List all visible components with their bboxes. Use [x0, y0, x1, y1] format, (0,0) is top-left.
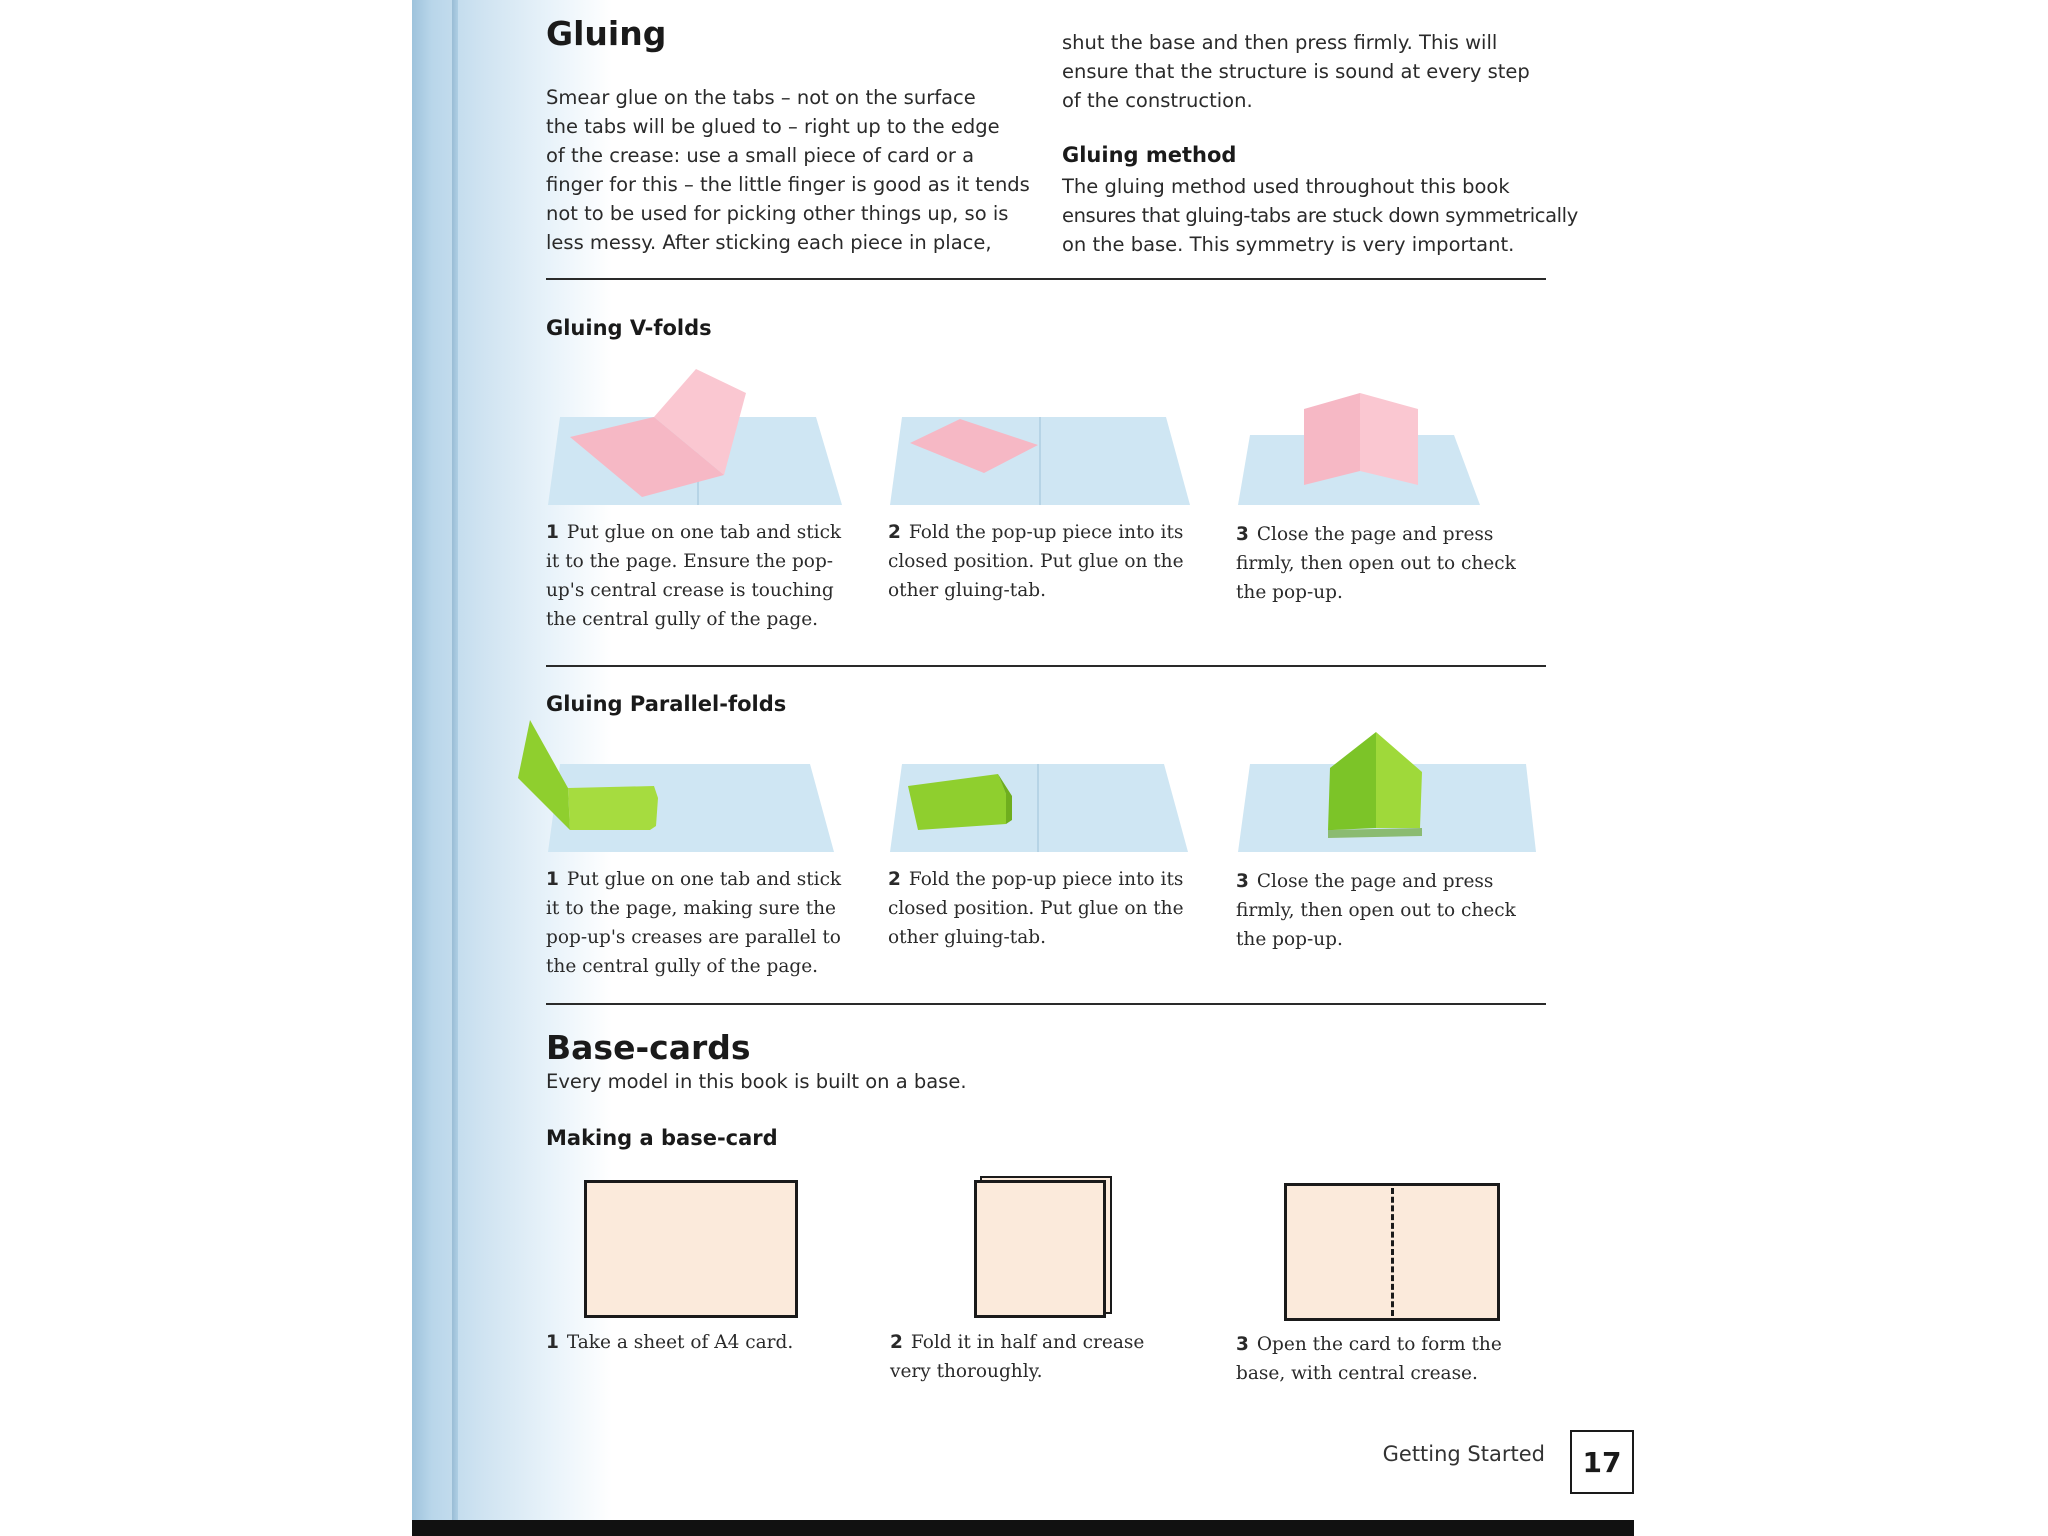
vfold-step2-caption	[888, 518, 1218, 605]
text-line	[888, 518, 1218, 547]
step-text: Close the page and press	[1256, 871, 1494, 892]
parallel-step3-illustration	[1236, 728, 1536, 858]
text-line: the central gully of the page.	[546, 956, 819, 977]
text-line: the central gully of the page.	[546, 609, 819, 630]
text-line	[546, 518, 866, 547]
step-number: 3	[1236, 1334, 1249, 1355]
footer-section-label: Getting Started	[1382, 1442, 1545, 1466]
text-line	[546, 865, 866, 894]
a4-card-sheet	[584, 1180, 798, 1318]
text-line: very thoroughly.	[890, 1361, 1043, 1382]
text-line: firmly, then open out to check	[1236, 553, 1516, 574]
step-number: 2	[888, 869, 901, 890]
page-number: 17	[1570, 1430, 1634, 1494]
making-basecard-heading: Making a base-card	[546, 1126, 778, 1150]
scan-bottom-edge	[412, 1520, 1634, 1536]
gluing-paragraph-left	[546, 83, 1056, 257]
parallel-step2-illustration	[888, 758, 1193, 858]
text-line: other gluing-tab.	[888, 580, 1046, 601]
basecards-subtitle: Every model in this book is built on a base.	[546, 1070, 967, 1093]
folded-card-front	[974, 1180, 1106, 1318]
step-text: Fold the pop-up piece into its	[908, 522, 1184, 543]
step-text: Fold the pop-up piece into its	[908, 869, 1184, 890]
open-base-card	[1284, 1183, 1500, 1321]
section-divider	[546, 665, 1546, 667]
step-text: Put glue on one tab and stick	[566, 522, 842, 543]
text-line	[1236, 1330, 1566, 1359]
text-line: other gluing-tab.	[888, 927, 1046, 948]
basecard-step3-caption	[1236, 1330, 1566, 1388]
vfolds-heading: Gluing V-folds	[546, 316, 712, 340]
text-line: ensure that the structure is sound at every step	[1062, 60, 1530, 83]
text-line: on the base. This symmetry is very important.	[1062, 233, 1515, 256]
text-line: closed position. Put glue on the	[888, 551, 1184, 572]
text-line: base, with central crease.	[1236, 1363, 1478, 1384]
text-line: the pop-up.	[1236, 929, 1343, 950]
section-divider	[546, 278, 1546, 280]
section-divider	[546, 1003, 1546, 1005]
text-line: closed position. Put glue on the	[888, 898, 1184, 919]
text-line: it to the page, making sure the	[546, 898, 837, 919]
text-line: of the crease: use a small piece of card or a	[546, 144, 975, 167]
step-text: Put glue on one tab and stick	[566, 869, 842, 890]
step-text: Open the card to form the	[1256, 1334, 1502, 1355]
parallel-step1-caption	[546, 865, 866, 981]
text-line: of the construction.	[1062, 89, 1253, 112]
central-crease-line	[1391, 1188, 1394, 1316]
vfold-step2-illustration	[888, 365, 1193, 510]
step-number: 2	[890, 1332, 903, 1353]
text-line	[1236, 520, 1566, 549]
text-line	[890, 1328, 1220, 1357]
gluing-heading: Gluing	[546, 14, 667, 53]
step-text: Fold it in half and crease	[910, 1332, 1145, 1353]
parallel-step1-illustration	[518, 718, 838, 858]
text-line: ensures that gluing-tabs are stuck down symmetrically	[1062, 204, 1578, 227]
step-text: Take a sheet of A4 card.	[566, 1332, 794, 1353]
step-number: 1	[546, 869, 559, 890]
gluing-method-heading: Gluing method	[1062, 143, 1237, 167]
text-line	[546, 1328, 876, 1357]
text-line: pop-up's creases are parallel to	[546, 927, 841, 948]
text-line: the tabs will be glued to – right up to the edge	[546, 115, 1000, 138]
text-line: firmly, then open out to check	[1236, 900, 1516, 921]
text-line	[888, 865, 1218, 894]
vfold-step1-caption	[546, 518, 866, 634]
parallel-step2-caption	[888, 865, 1218, 952]
spine-edge	[452, 0, 458, 1536]
text-line: not to be used for picking other things up, so is	[546, 202, 1009, 225]
text-line: finger for this – the little finger is good as it tends	[546, 173, 1030, 196]
vfold-step3-illustration	[1236, 365, 1486, 510]
basecard-step1-caption	[546, 1328, 876, 1357]
step-number: 3	[1236, 524, 1249, 545]
gluing-method-text	[1062, 172, 1582, 259]
text-line: less messy. After sticking each piece in place,	[546, 231, 992, 254]
vfold-step3-caption	[1236, 520, 1566, 607]
text-line	[1236, 867, 1566, 896]
text-line: The gluing method used throughout this book	[1062, 175, 1510, 198]
text-line: the pop-up.	[1236, 582, 1343, 603]
text-line: it to the page. Ensure the pop-	[546, 551, 834, 572]
vfold-step1-illustration	[546, 365, 846, 510]
basecards-heading: Base-cards	[546, 1028, 751, 1067]
parallel-step3-caption	[1236, 867, 1566, 954]
step-number: 3	[1236, 871, 1249, 892]
step-number: 2	[888, 522, 901, 543]
parallel-heading: Gluing Parallel-folds	[546, 692, 787, 716]
basecard-step2-caption	[890, 1328, 1220, 1386]
text-line: shut the base and then press firmly. This will	[1062, 31, 1498, 54]
step-number: 1	[546, 1332, 559, 1353]
gluing-paragraph-right	[1062, 28, 1582, 115]
text-line: up's central crease is touching	[546, 580, 834, 601]
step-number: 1	[546, 522, 559, 543]
step-text: Close the page and press	[1256, 524, 1494, 545]
text-line: Smear glue on the tabs – not on the surface	[546, 86, 976, 109]
